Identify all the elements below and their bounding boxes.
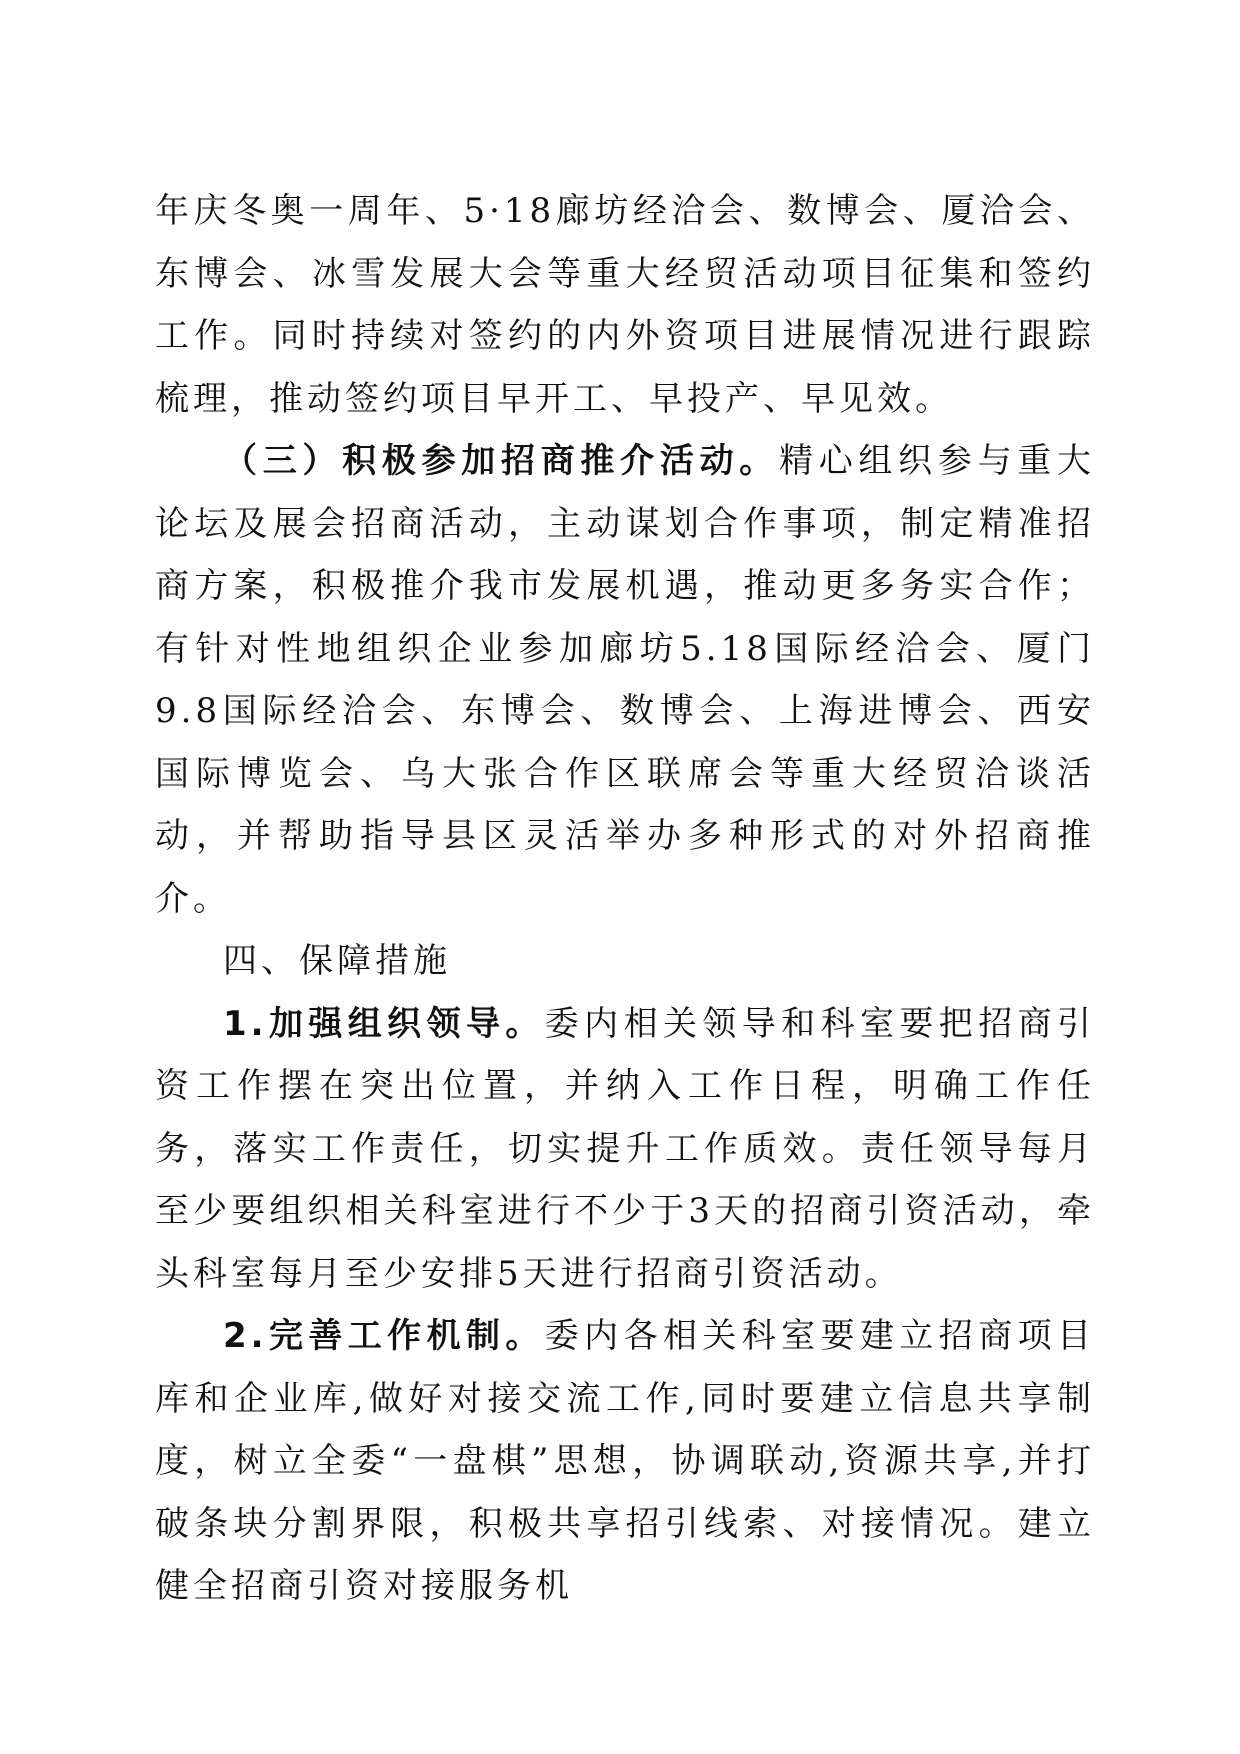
measure-organization-leadership [155, 993, 1095, 1306]
paragraph-text: 年庆冬奥一周年、5·18廊坊经洽会、数博会、厦洽会、东博会、冰雪发展大会等重大经贸活动项目征集和签约工作。同时持续对签约的内外资项目进展情况进行跟踪梳理，推动签约项目早开工、早投产、早见效。 [155, 191, 1095, 419]
measure-text: 委内相关领导和科室要把招商引资工作摆在突出位置，并纳入工作日程，明确工作任务，落实工作责任，切实提升工作质效。责任领导每月至少要组织相关科室进行不少于3天的招商引资活动，牵头科室每月至少安排5天进行招商引资活动。 [155, 1003, 1095, 1294]
paragraph-text: 精心组织参与重大论坛及展会招商活动，主动谋划合作事项，制定精准招商方案，积极推介我市发展机遇，推动更多务实合作；有针对性地组织企业参加廊坊5.18国际经洽会、厦门9.8国际经洽会、东博会、数博会、上海进博会、西安国际博览会、乌大张合作区联席会等重大经贸洽谈活动，并帮助指导县区灵活举办多种形式的对外招商推介。 [155, 441, 1095, 919]
measure-lead: 1.加强组织领导。 [223, 1003, 545, 1044]
document-body [155, 180, 1095, 1618]
paragraph-lead: （三）积极参加招商推介活动。 [223, 441, 779, 481]
paragraph-promotion-activities [155, 430, 1095, 930]
section-heading: 四、保障措施 [223, 941, 451, 981]
measure-text: 委内各相关科室要建立招商项目库和企业库,做好对接交流工作,同时要建立信息共享制度，树立全委“一盘棋”思想，协调联动,资源共享,并打破条块分割界限，积极共享招引线索、对接情况。建立健全招商引资对接服务机 [155, 1316, 1095, 1606]
measure-lead: 2.完善工作机制。 [223, 1316, 545, 1356]
paragraph-continued-events [155, 180, 1095, 430]
measure-work-mechanism [155, 1305, 1095, 1618]
